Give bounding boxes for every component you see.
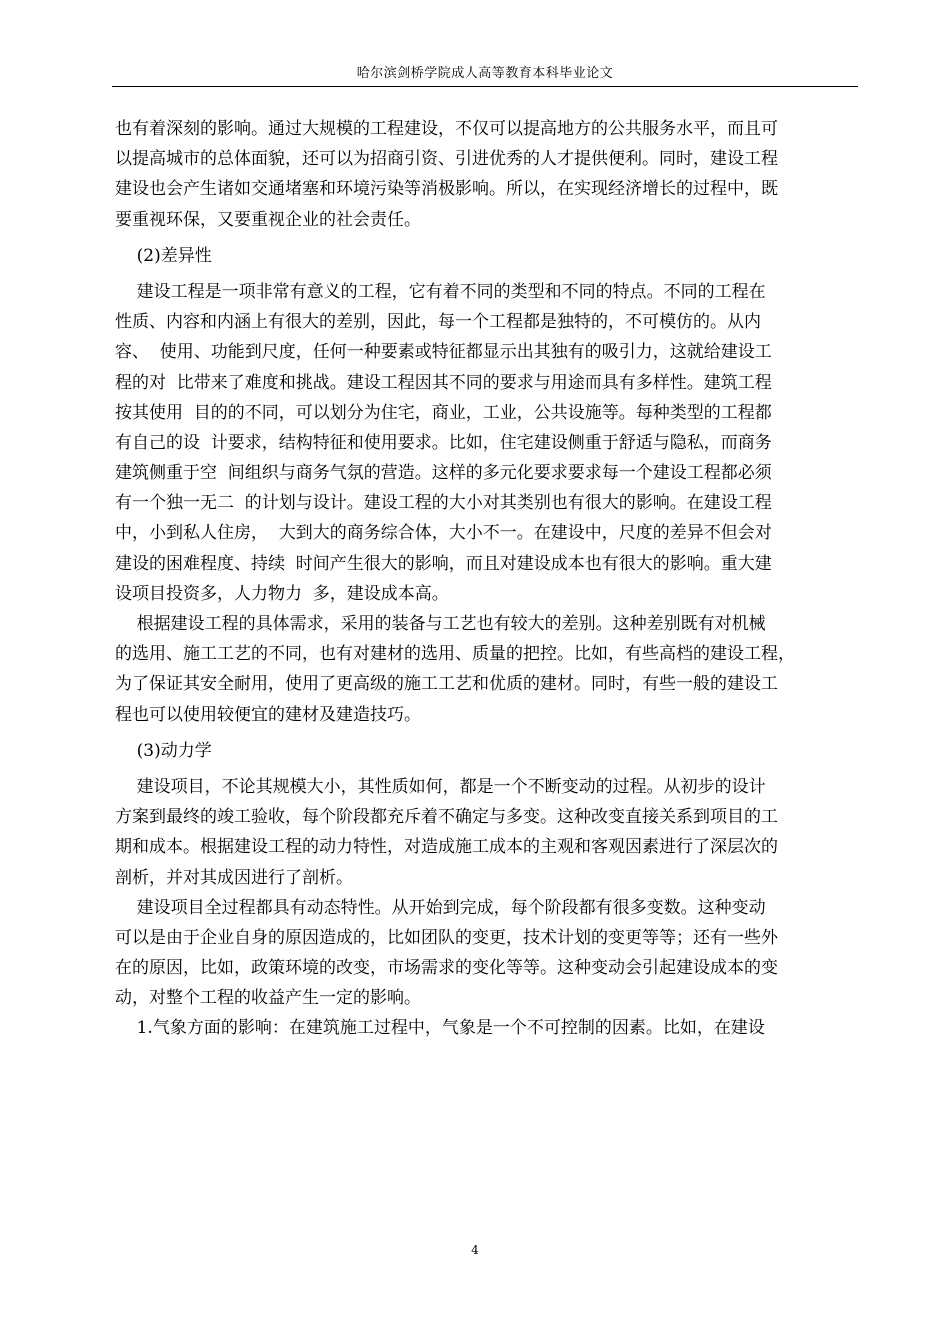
paragraph <box>115 609 858 730</box>
text-line: 建设的困难程度、持续 时间产生很大的影响，而且对建设成本也有很大的影响。重大建 <box>115 553 772 574</box>
text-line: 也有着深刻的影响。通过大规模的工程建设，不仅可以提高地方的公共服务水平，而且可 <box>115 119 778 139</box>
text-line: 要重视环保，又要重视企业的社会责任。 <box>115 209 421 230</box>
text-line: 有一个独一无二 的计划与设计。建设工程的大小对其类别也有很大的影响。在建设工程 <box>115 493 772 514</box>
text-line: (2)差异性 <box>115 245 212 266</box>
text-line: 建设项目，不论其规模大小，其性质如何，都是一个不断变动的过程。从初步的设计 <box>115 776 766 797</box>
text-line: 为了保证其安全耐用，使用了更高级的施工工艺和优质的建材。同时，有些一般的建设工 <box>115 674 778 695</box>
text-line: 动，对整个工程的收益产生一定的影响。 <box>115 988 421 1009</box>
section-heading <box>115 736 858 766</box>
text-line: 程也可以使用较便宜的建材及建造技巧。 <box>115 704 421 725</box>
paragraph <box>115 114 858 235</box>
text-line: 有自己的设 计要求，结构特征和使用要求。比如，住宅建设侧重于舒适与隐私，而商务 <box>115 432 772 453</box>
text-line: 以提高城市的总体面貌，还可以为招商引资、引进优秀的人才提供便利。同时，建设工程 <box>115 149 778 170</box>
page-header-title: 哈尔滨剑桥学院成人高等教育本科毕业论文 <box>356 66 614 81</box>
paragraph <box>115 1013 858 1043</box>
paragraph <box>115 772 858 893</box>
text-line: 在的原因，比如，政策环境的改变，市场需求的变化等等。这种变动会引起建设成本的变 <box>115 958 778 979</box>
text-line: 程的对 比带来了难度和挑战。建设工程因其不同的要求与用途而具有多样性。建筑工程 <box>115 372 772 393</box>
text-line: 按其使用 目的的不同，可以划分为住宅，商业，工业，公共设施等。每种类型的工程都 <box>115 402 772 423</box>
text-line: 期和成本。根据建设工程的动力特性，对造成施工成本的主观和客观因素进行了深层次的 <box>115 837 778 858</box>
paragraph <box>115 277 858 609</box>
text-line: 1.气象方面的影响：在建筑施工过程中，气象是一个不可控制的因素。比如，在建设 <box>115 1018 765 1039</box>
header-rule <box>112 86 858 87</box>
text-line: (3)动力学 <box>115 740 212 761</box>
text-line: 建设也会产生诸如交通堵塞和环境污染等消极影响。所以，在实现经济增长的过程中，既 <box>115 179 778 200</box>
text-line: 容、 使用、功能到尺度，任何一种要素或特征都显示出其独有的吸引力，这就给建设工 <box>115 342 772 363</box>
section-heading <box>115 241 858 271</box>
text-line: 的选用、施工工艺的不同，也有对建材的选用、质量的把控。比如，有些高档的建设工程， <box>115 644 795 665</box>
document-body <box>115 114 858 1044</box>
text-line: 方案到最终的竣工验收，每个阶段都充斥着不确定与多变。这种改变直接关系到项目的工 <box>115 807 778 828</box>
text-line: 根据建设工程的具体需求，采用的装备与工艺也有较大的差别。这种差别既有对机械 <box>115 614 766 634</box>
text-line: 设项目投资多，人力物力 多，建设成本高。 <box>115 583 449 604</box>
text-line: 建筑侧重于空 间组织与商务气氛的营造。这样的多元化要求要求每一个建设工程都必须 <box>115 463 772 484</box>
paragraph <box>115 893 858 1014</box>
text-line: 可以是由于企业自身的原因造成的，比如团队的变更，技术计划的变更等等；还有一些外 <box>115 927 778 948</box>
text-line: 中，小到私人住房， 大到大的商务综合体，大小不一。在建设中，尺度的差异不但会对 <box>115 523 772 544</box>
text-line: 建设工程是一项非常有意义的工程，它有着不同的类型和不同的特点。不同的工程在 <box>115 281 766 302</box>
text-line: 剖析，并对其成因进行了剖析。 <box>115 867 353 888</box>
page-number: 4 <box>471 1243 479 1257</box>
text-line: 建设项目全过程都具有动态特性。从开始到完成，每个阶段都有很多变数。这种变动 <box>115 897 766 918</box>
text-line: 性质、内容和内涵上有很大的差别，因此，每一个工程都是独特的，不可模仿的。从内 <box>115 312 761 333</box>
